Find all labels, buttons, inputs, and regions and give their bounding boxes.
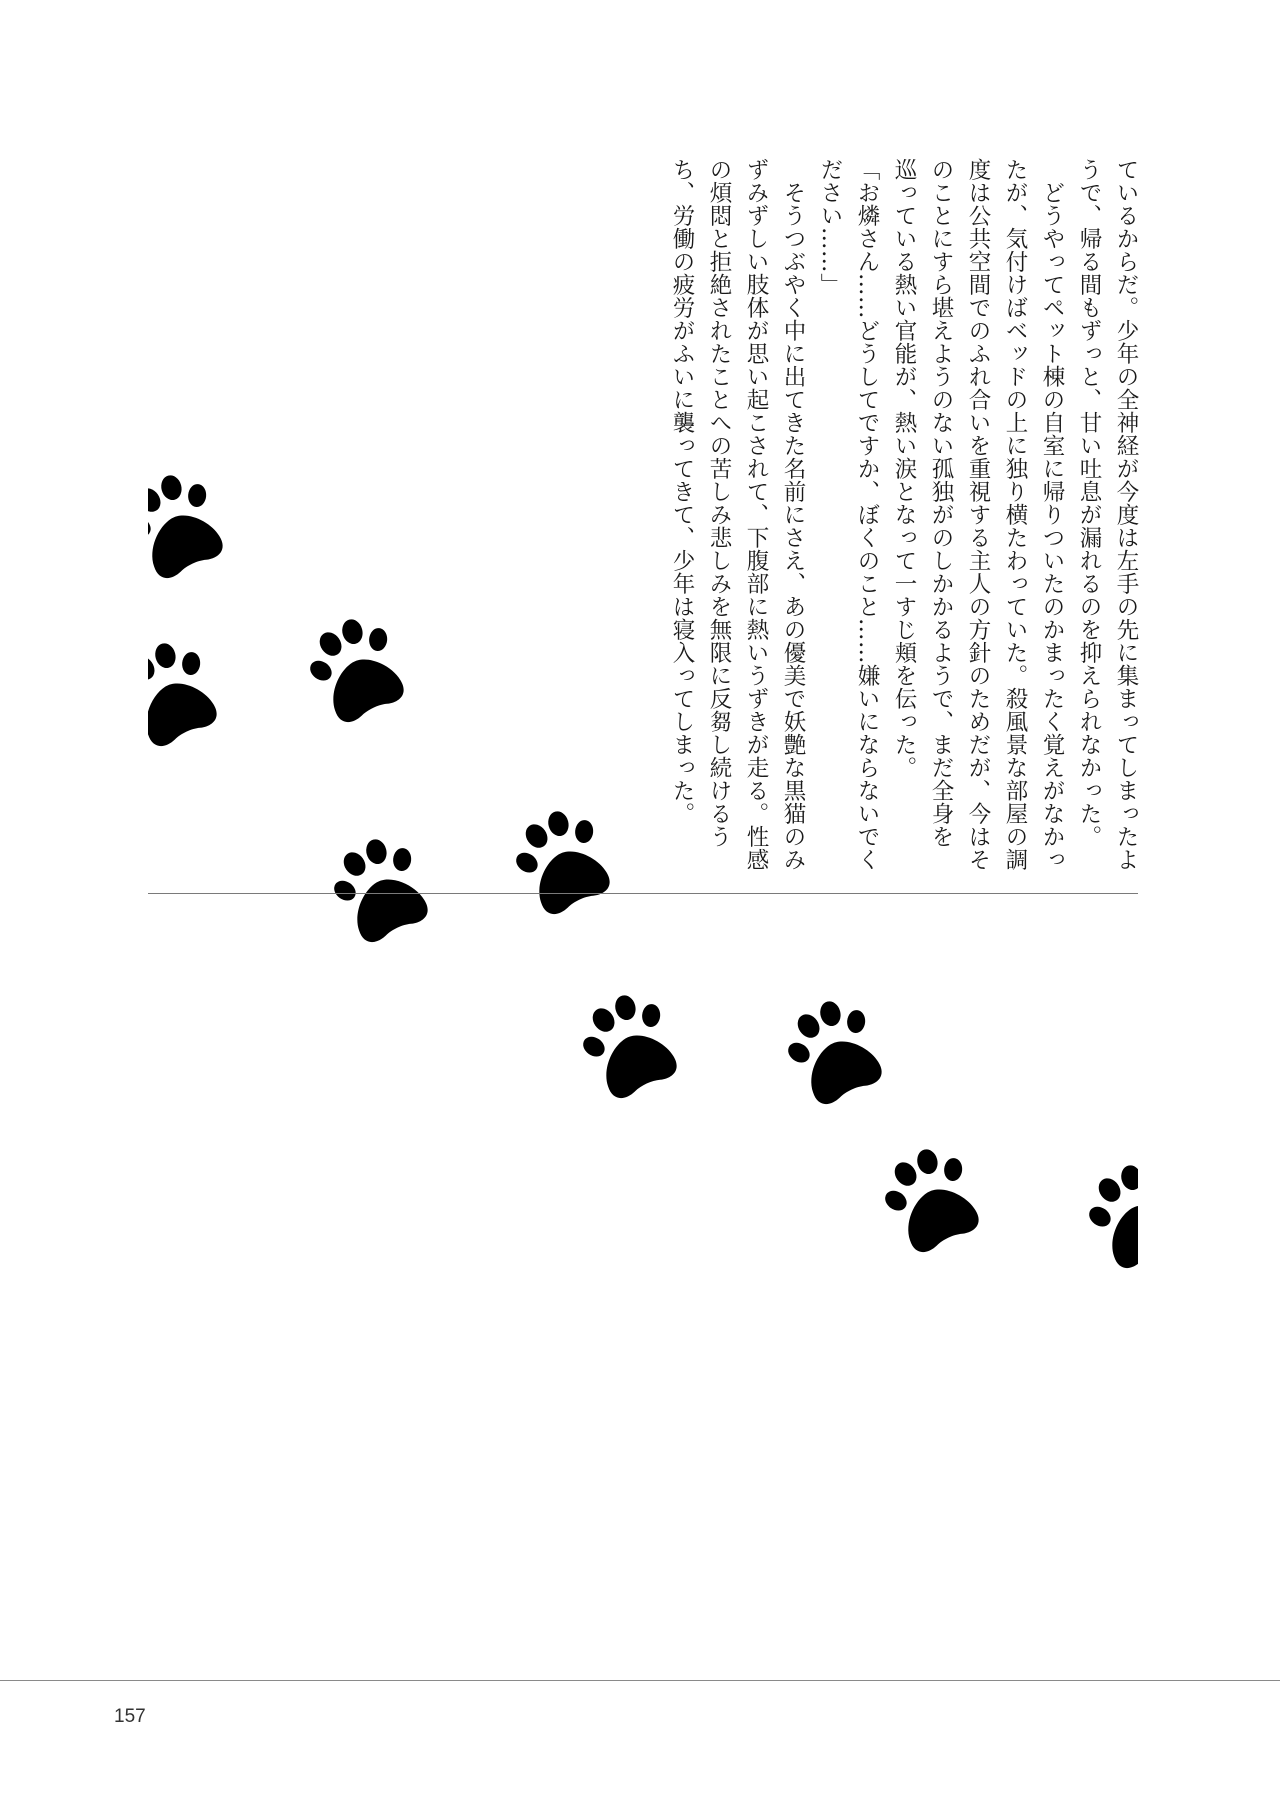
- text-line: 「お燐さん……どうしてですか、ぼくのこと……嫌いにならないでく: [854, 158, 880, 871]
- text-line: どうやってペット棟の自室に帰りついたのかまったく覚えがなかっ: [1039, 158, 1065, 871]
- footer-rule: [0, 1680, 1280, 1681]
- page-number: 157: [114, 1706, 146, 1727]
- vertical-text-block: [624, 158, 1144, 878]
- paw-print-icon: [566, 981, 690, 1106]
- text-line: ずみずしい肢体が思い起こされて、下腹部に熱いうずきが走る。性感: [743, 158, 769, 871]
- text-line: 巡っている熱い官能が、熱い涙となって一すじ頬を伝った。: [891, 158, 917, 779]
- text-line: の煩悶と拒絶されたことへの苦しみ悲しみを無限に反芻し続けるう: [706, 158, 732, 848]
- text-line: ているからだ。少年の全神経が今度は左手の先に集まってしまったよ: [1113, 158, 1139, 871]
- paw-print-icon: [1072, 1151, 1196, 1276]
- paw-print-icon: [868, 1135, 992, 1260]
- text-line: たが、気付けばベッドの上に独り横たわっていた。殺風景な部屋の調: [1002, 158, 1028, 871]
- horizontal-rule: [148, 893, 1138, 894]
- paw-print-icon: [499, 797, 623, 922]
- paw-print-icon: [771, 987, 895, 1112]
- paw-print-icon: [112, 461, 236, 586]
- text-line: のことにすら堪えようのない孤独がのしかかるようで、まだ全身を: [928, 158, 954, 848]
- paw-print-icon: [317, 825, 441, 950]
- text-line: うで、帰る間もずっと、甘い吐息が漏れるのを抑えられなかった。: [1076, 158, 1102, 848]
- text-line: ださい……」: [817, 158, 843, 296]
- text-line: そうつぶやく中に出てきた名前にさえ、あの優美で妖艶な黒猫のみ: [780, 158, 806, 871]
- text-line: 度は公共空間でのふれ合いを重視する主人の方針のためだが、今はそ: [965, 158, 991, 871]
- paw-print-icon: [106, 629, 230, 754]
- paw-print-icon: [293, 605, 417, 730]
- text-line: ち、労働の疲労がふいに襲ってきて、少年は寝入ってしまった。: [669, 158, 695, 825]
